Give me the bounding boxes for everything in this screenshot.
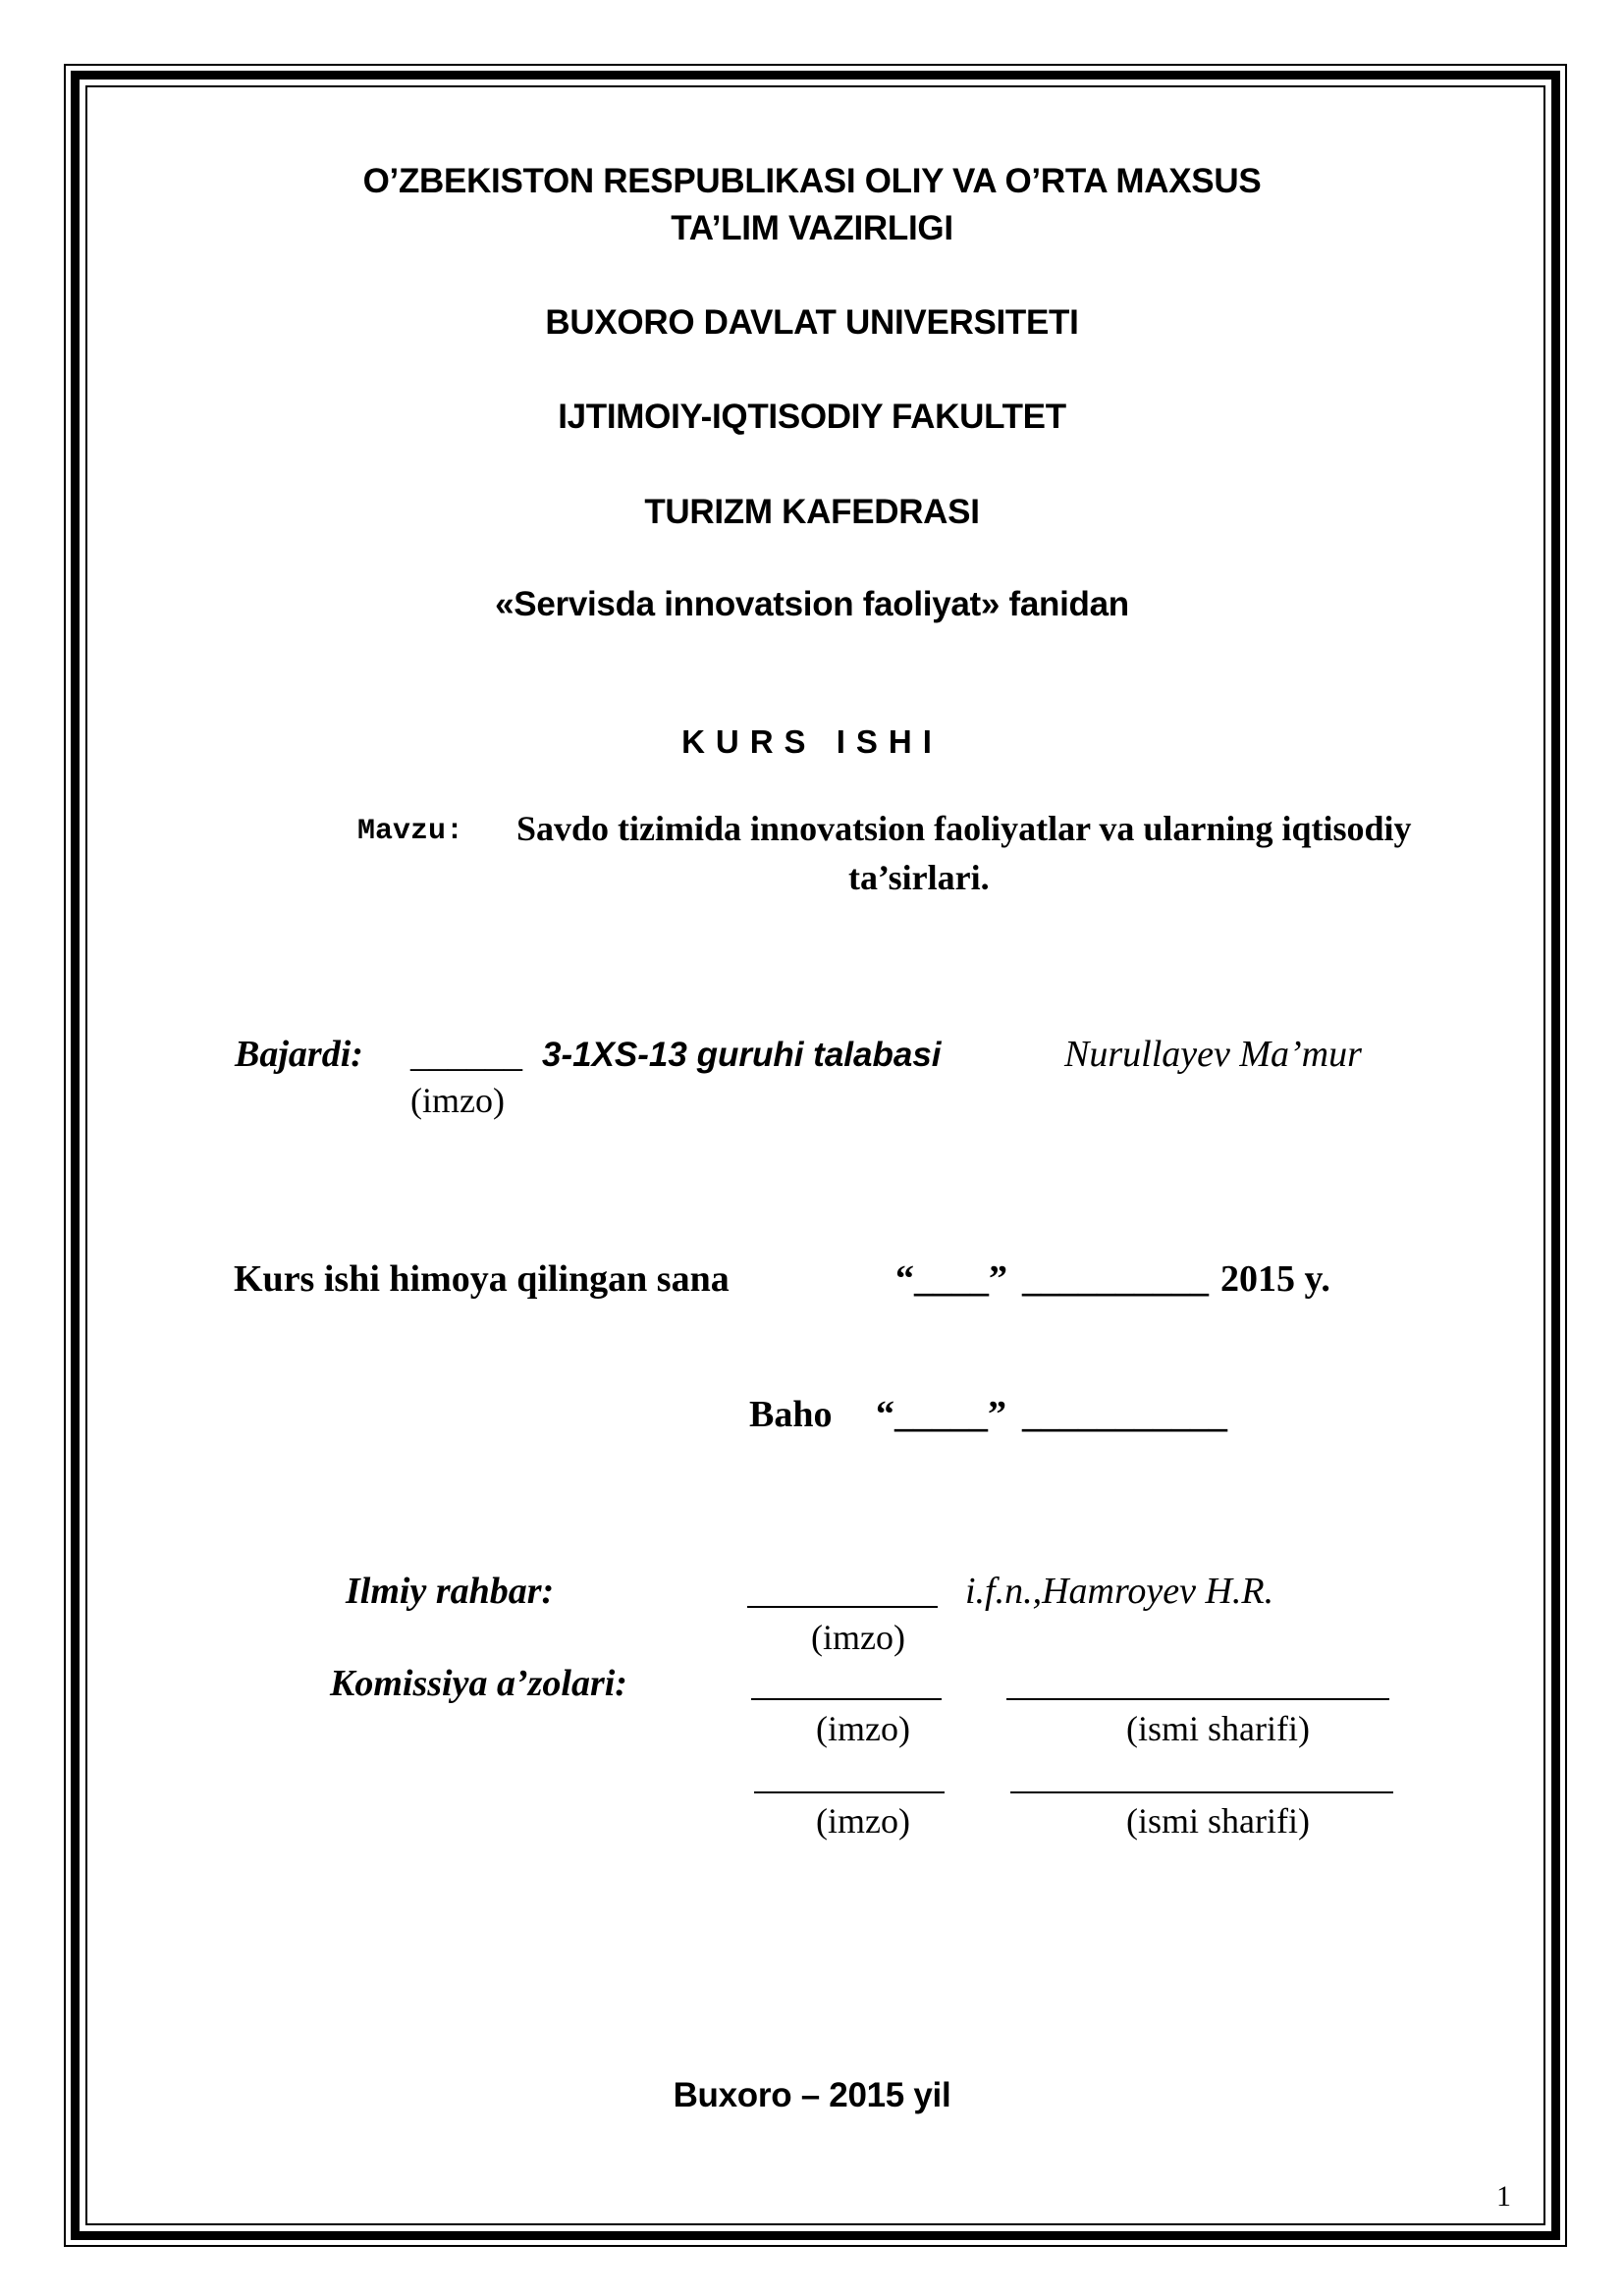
faculty-name: IJTIMOIY-IQTISODIY FAKULTET [558,398,1066,436]
topic-line-2: ta’sirlari. [848,858,990,897]
defense-month-blank: __________ [1022,1258,1209,1300]
supervisor-signature-line [747,1606,938,1608]
university-name: BUXORO DAVLAT UNIVERSITETI [545,303,1079,342]
supervisor-signature-caption: (imzo) [811,1618,905,1657]
commission-1-signature-caption: (imzo) [816,1709,910,1748]
performer-name: Nurullayev Ma’mur [1064,1034,1362,1075]
topic-label: Mavzu: [357,815,464,848]
commission-2-name-line [1010,1791,1393,1793]
supervisor-label: Ilmiy rahbar: [346,1571,555,1612]
commission-2-signature-caption: (imzo) [816,1801,910,1841]
commission-2-signature-line [754,1791,945,1793]
supervisor-name: i.f.n.,Hamroyev H.R. [965,1571,1274,1612]
defense-year: 2015 y. [1220,1258,1330,1300]
performer-label: Bajardi: [235,1034,363,1075]
grade-label: Baho [749,1394,833,1435]
ministry-line-2: TA’LIM VAZIRLIGI [671,209,953,247]
grade-blank-quoted: “_____” [876,1394,1006,1435]
page-number: 1 [1496,2180,1511,2213]
performer-signature-blank: ______ [410,1034,522,1075]
commission-label: Komissiya a’zolari: [330,1663,627,1704]
performer-signature-caption: (imzo) [410,1081,505,1120]
ministry-line-1: O’ZBEKISTON RESPUBLIKASI OLIY VA O’RTA MAXSUS [362,162,1262,200]
subject-line: «Servisda innovatsion faoliyat» fanidan [495,585,1129,623]
performer-group: 3-1XS-13 guruhi talabasi [542,1036,942,1074]
defense-day-blank: “____” [895,1258,1007,1300]
commission-1-signature-line [751,1698,942,1700]
commission-1-name-line [1006,1698,1389,1700]
grade-blank-line: ___________ [1022,1394,1227,1435]
commission-1-name-caption: (ismi sharifi) [1126,1709,1310,1748]
department-name: TURIZM KAFEDRASI [644,493,980,531]
document-title: KURS ISHI [681,723,943,760]
defense-date-label: Kurs ishi himoya qilingan sana [234,1258,730,1300]
commission-2-name-caption: (ismi sharifi) [1126,1801,1310,1841]
topic-line-1: Savdo tizimida innovatsion faoliyatlar va ularning iqtisodiy [516,809,1412,848]
place-year: Buxoro – 2015 yil [673,2076,951,2114]
